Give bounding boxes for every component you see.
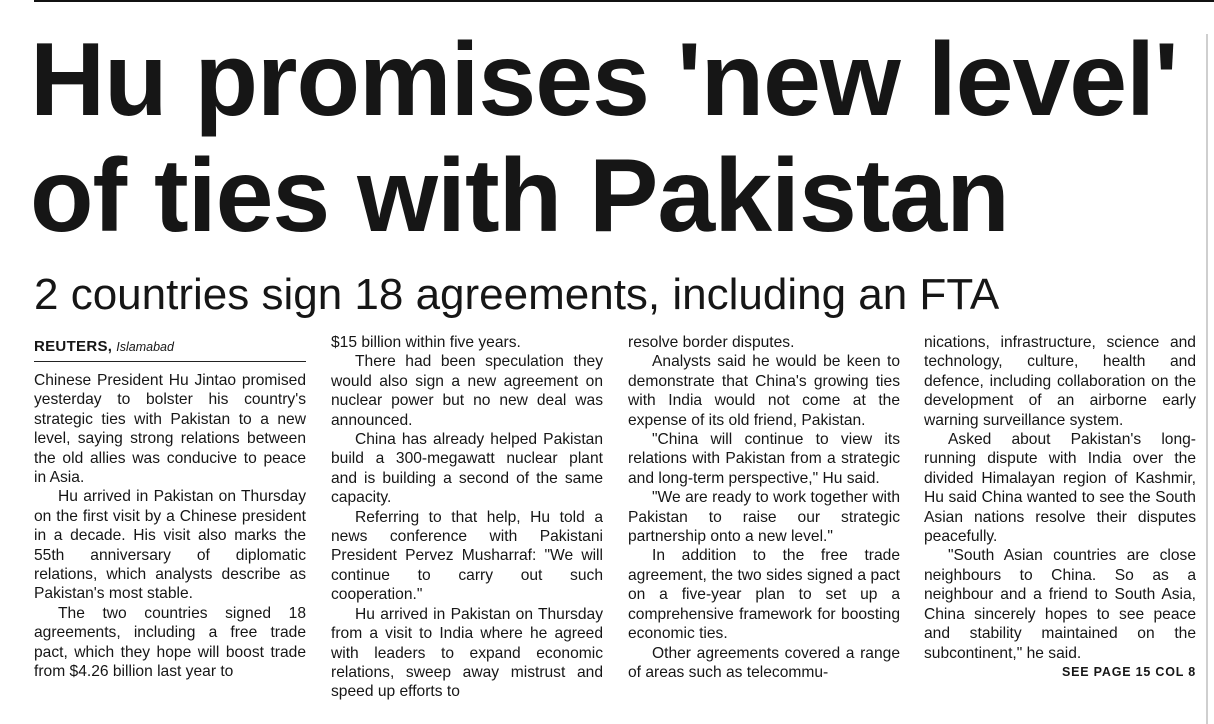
top-rule — [34, 0, 1214, 2]
paragraph: Asked about Pakistan's long-running dispute with India over the divided Himalayan region of Kashmir, Hu said China wanted to see the South Asian nations resolve their disputes peacefully. — [924, 431, 1196, 546]
article-column-3 — [628, 333, 900, 722]
article-column-4 — [924, 333, 1196, 722]
paragraph: "We are ready to work together with Pakistan to raise our strategic partnership onto a new level." — [628, 489, 900, 546]
subheadline: 2 countries sign 18 agreements, including an FTA — [34, 270, 1000, 319]
headline-line-1: Hu promises 'new level' — [30, 22, 1178, 138]
paragraph: nications, infrastructure, science and technology, culture, health and defence, including collaboration on the development of an airborne early warning surveillance system. — [924, 334, 1196, 429]
paragraph: "China will continue to view its relations with Pakistan from a strategic and long-term perspective," Hu said. — [628, 431, 900, 487]
byline-agency: REUTERS, — [34, 338, 113, 355]
paragraph: $15 billion within five years. — [331, 334, 521, 351]
byline — [34, 333, 306, 362]
article-column-2 — [331, 333, 603, 722]
paragraph: Other agreements covered a range of areas such as telecommu- — [628, 644, 900, 681]
paragraph: There had been speculation they would also sign a new agreement on nuclear power but no new deal was announced. — [331, 353, 603, 429]
paragraph: resolve border disputes. — [628, 334, 795, 351]
paragraph: Hu arrived in Pakistan on Thursday from a visit to India where he agreed with leaders to expand economic relations, sweep away mistrust and speed up efforts to — [331, 605, 603, 701]
paragraph: In addition to the free trade agreement, the two sides signed a pact on a five-year plan to set up a comprehensive framework for boosting economic ties. — [628, 547, 900, 643]
headline — [30, 22, 1210, 254]
continuation-jump: SEE PAGE 15 COL 8 — [1061, 664, 1196, 679]
paragraph: Chinese President Hu Jintao promised yesterday to bolster his country's strategic ties with Pakistan to a new level, saying strong relations between the old allies was conducive to peace in Asia. — [34, 372, 306, 487]
headline-line-2: of ties with Pakistan — [30, 138, 1009, 254]
paragraph: "South Asian countries are close neighbours to China. So as a neighbour and a friend to South Asia, China sincerely hopes to see peace and stability maintained on the subcontinent," he said. — [924, 547, 1196, 662]
byline-location: Islamabad — [116, 340, 174, 354]
paragraph: Hu arrived in Pakistan on Thursday on the first visit by a Chinese president in a decade. His visit also marks the 55th anniversary of diplomatic relations, which analysts describe as Pakistan's most stable. — [34, 488, 306, 603]
paragraph: Referring to that help, Hu told a news conference with Pakistani President Pervez Musharraf: "We will continue to carry out such cooperation." — [331, 508, 603, 604]
paragraph: The two countries signed 18 agreements, including a free trade pact, which they hope will boost trade from $4.26 billion last year to — [34, 604, 306, 681]
article-column-1 — [34, 333, 306, 722]
paragraph: China has already helped Pakistan build a 300-megawatt nuclear plant and is building a second of the same capacity. — [331, 431, 603, 507]
paragraph: Analysts said he would be keen to demonstrate that China's growing ties with India would not come at the expense of its old friend, Pakistan. — [628, 353, 900, 429]
